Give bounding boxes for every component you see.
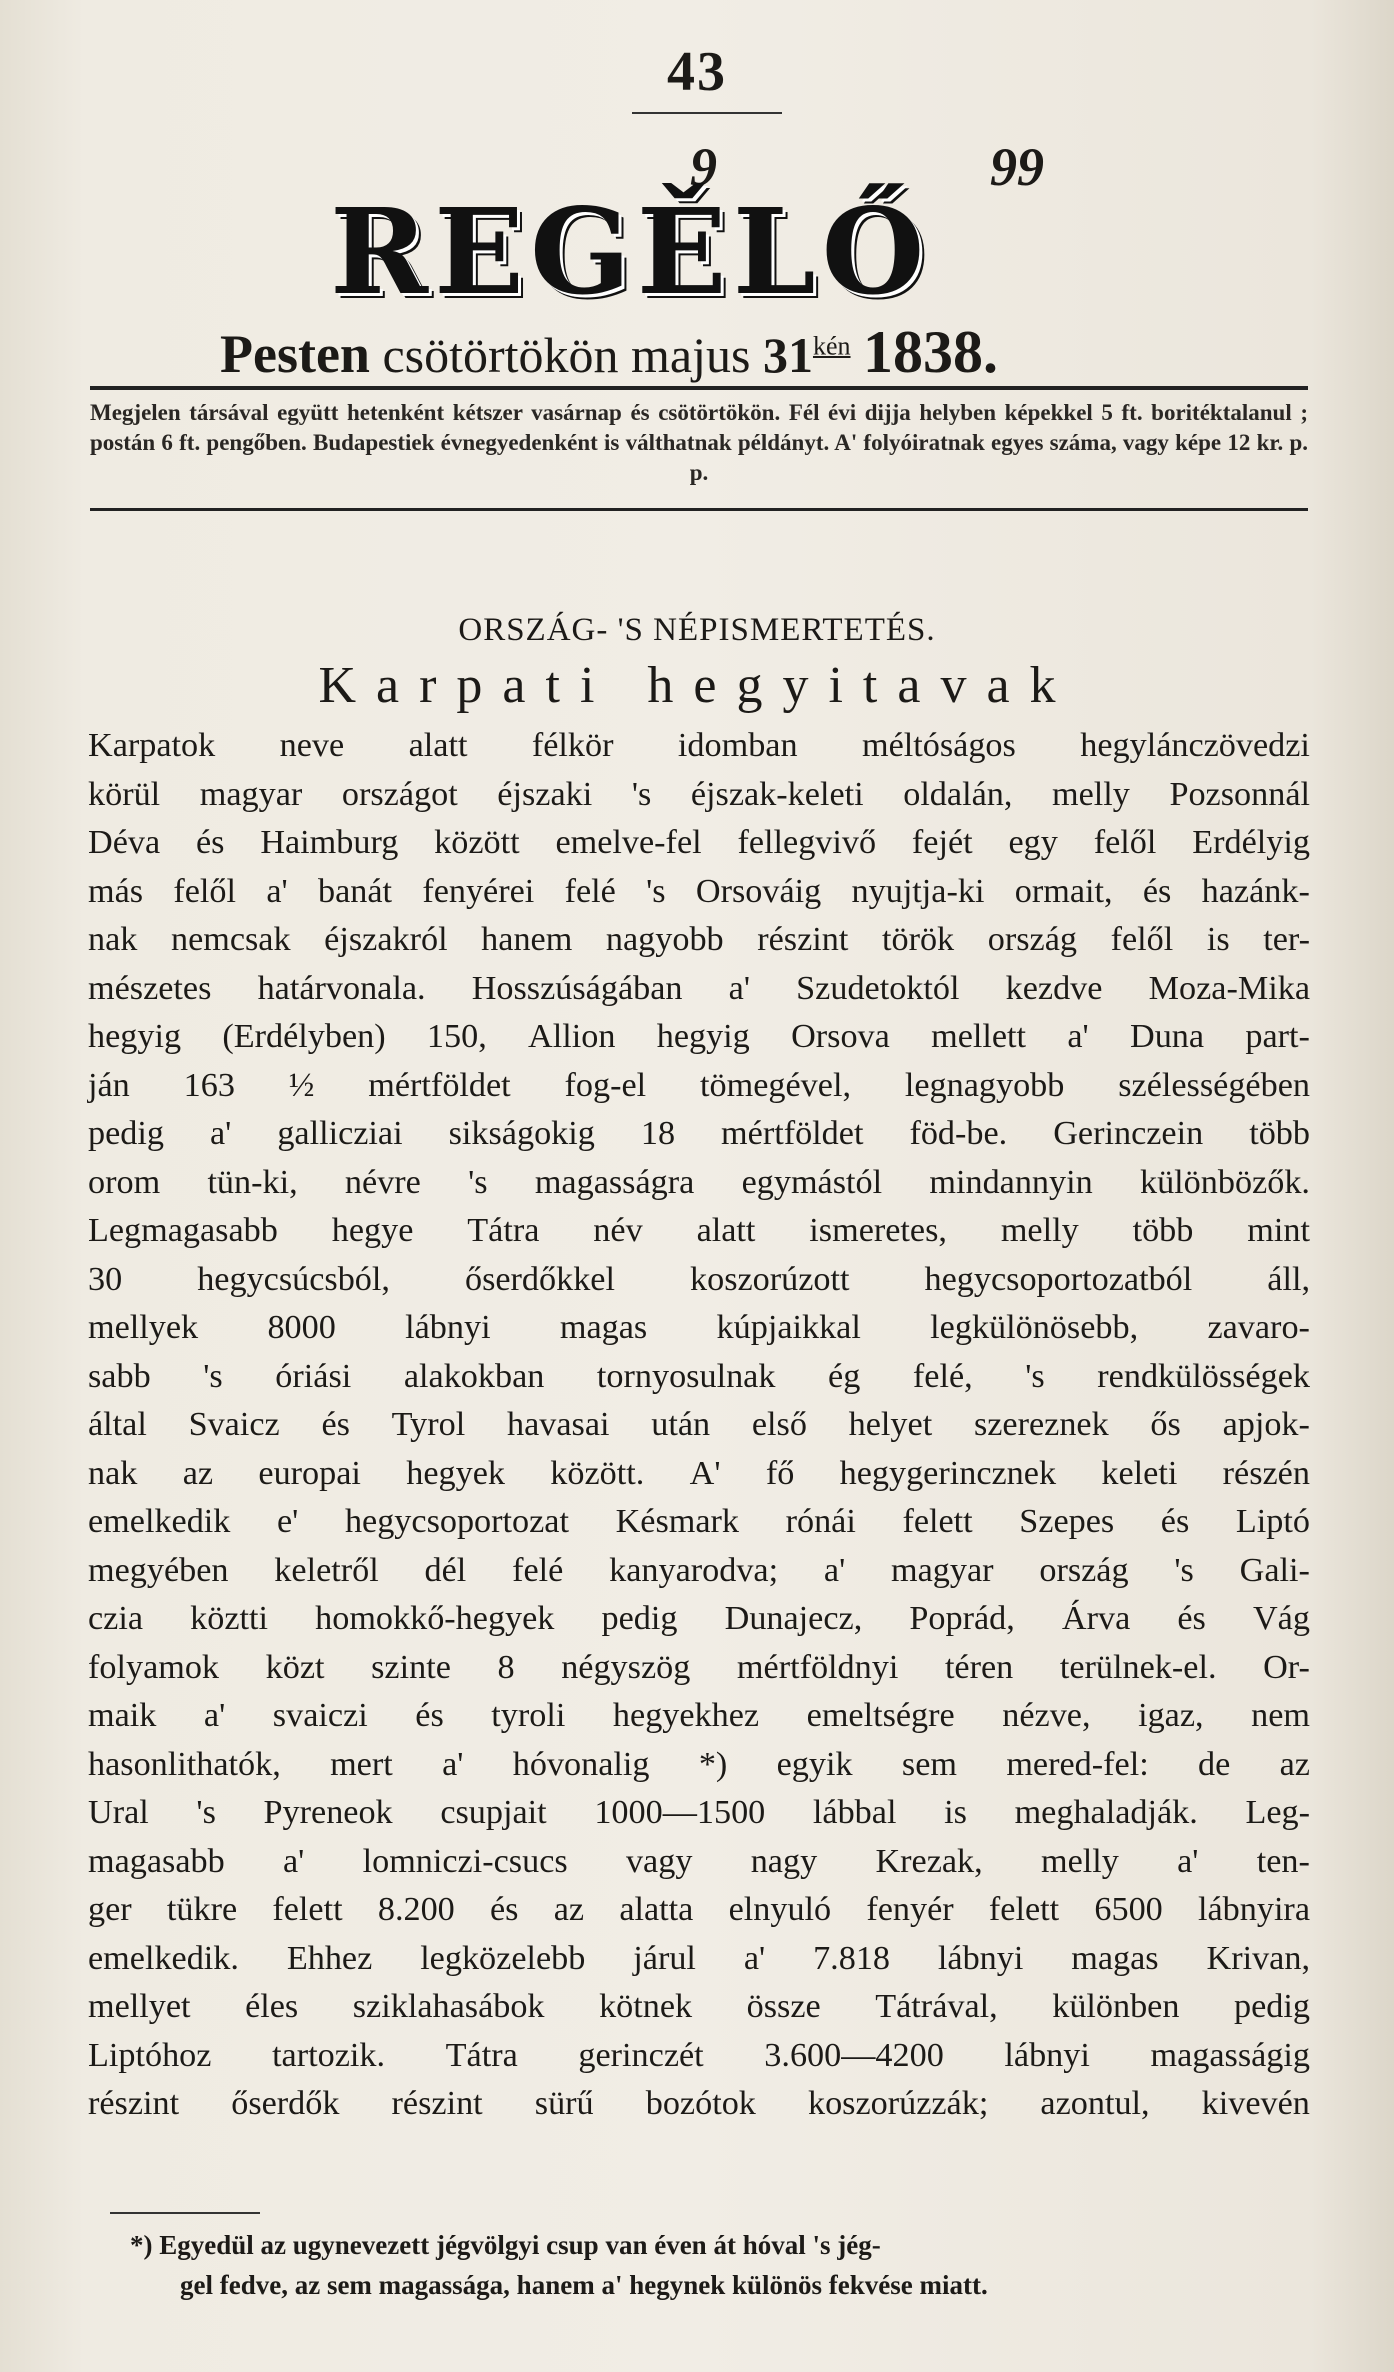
page-number: 43 (667, 41, 727, 103)
body-line: orom tün-ki, névre 's magasságra egymástól mindannyin különbözők. (88, 1163, 1310, 1201)
body-line: 30 hegycsúcsból, őserdőkkel koszorúzott hegycsoportozatból áll, (88, 1260, 1310, 1298)
body-line: ger tükre felett 8.200 és az alatta elnyuló fenyér felett 6500 lábnyira (88, 1891, 1310, 1928)
section-title: ORSZÁG- 'S NÉPISMERTETÉS. (458, 612, 936, 648)
masthead-digit-left: 9 (690, 137, 717, 197)
body-line: megyében keletről dél felé kanyarodva; a' magyar ország 's Gali- (88, 1551, 1310, 1589)
dateline (220, 318, 1320, 387)
body-line: más felől a' banát fenyérei felé 's Orsováig nyujtja-ki ormait, és hazánk- (88, 872, 1310, 910)
body-line: által Svaicz és Tyrol havasai után első helyet szereznek ős apjok- (88, 1406, 1310, 1443)
body-line: mészetes határvonala. Hosszúságában a' Szudetoktól kezdve Moza-Mika (88, 969, 1310, 1007)
body-line: nak az europai hegyek között. A' fő hegygerincznek keleti részén (88, 1454, 1310, 1492)
body-line: Legmagasabb hegye Tátra név alatt ismeretes, melly több mint (88, 1212, 1310, 1249)
dateline-suffix: kén (812, 331, 851, 361)
body-line: magasabb a' lomniczi-csucs vagy nagy Krezak, melly a' ten- (88, 1842, 1310, 1880)
masthead-rule (90, 386, 1308, 390)
body-line: nak nemcsak éjszakról hanem nagyobb részint török ország felől is ter- (88, 921, 1310, 958)
body-line: maik a' svaiczi és tyroli hegyekhez emeltségre nézve, igaz, nem (88, 1697, 1310, 1734)
footnote (90, 2225, 1312, 2305)
dateline-year: 1838. (863, 319, 999, 385)
body-line: folyamok közt szinte 8 négyszög mértföldnyi téren terülnek-el. Or- (88, 1648, 1310, 1686)
body-line: részint őserdők részint sürű bozótok koszorúzzák; azontul, kivevén (88, 2085, 1310, 2122)
body-line: Liptóhoz tartozik. Tátra gerinczét 3.600—4200 lábnyi magasságig (88, 2036, 1310, 2074)
dateline-day: 31 (762, 327, 813, 383)
footnote-rule (110, 2212, 260, 2214)
page-number-rule (632, 112, 782, 114)
masthead (300, 137, 1080, 321)
subscription-notice: Megjelen társával együtt hetenként kétszer vasárnap és csötörtökön. Fél évi dijja helyben képekkel 5 ft. boritéktalanul ; postán 6 ft. pengőben. Budapestiek évnegyedenként is válthatnak példányt. A' folyóiratnak egyes száma, vagy képe 12 kr. p. p. (90, 400, 1308, 485)
body-line: emelkedik e' hegycsoportozat Késmark rónái felett Szepes és Liptó (88, 1503, 1310, 1540)
masthead-digit-right: 99 (990, 137, 1044, 197)
notice-rule (90, 508, 1308, 511)
footnote-line-1: *) Egyedül az ugynevezett jégvölgyi csup van éven át hóval 's jég- (130, 2230, 881, 2260)
body-line: hasonlithatók, mert a' hóvonalig *) egyik sem mered-fel: de az (88, 1745, 1310, 1783)
body-line: Déva és Haimburg között emelve-fel fellegvivő fejét egy felől Erdélyig (88, 824, 1310, 861)
body-line: mellyek 8000 lábnyi magas kúpjaikkal legkülönösebb, zavaro- (88, 1309, 1310, 1346)
footnote-line-2: gel fedve, az sem magassága, hanem a' hegynek különös fekvése miatt. (180, 2270, 988, 2300)
body-line: emelkedik. Ehhez legközelebb járul a' 7.818 lábnyi magas Krivan, (88, 1939, 1310, 1977)
body-line: Karpatok neve alatt félkör idomban méltóságos hegylánczövedzi (88, 727, 1310, 764)
dateline-text: csötörtökön majus (382, 327, 751, 383)
body-line: körül magyar országot éjszaki 's éjszak-keleti oldalán, melly Pozsonnál (88, 775, 1310, 813)
body-line: czia köztti homokkő-hegyek pedig Dunajecz, Poprád, Árva és Vág (88, 1600, 1310, 1637)
article-title: Karpati hegyitavak (318, 657, 1076, 714)
masthead-title: REGĚLŐ (330, 182, 931, 321)
article-body (88, 722, 1310, 2129)
body-line: pedig a' gallicziai sikságokig 18 mértföldet föd-be. Gerinczein több (88, 1115, 1310, 1152)
body-line: ján 163 ½ mértföldet fog-el tömegével, legnagyobb szélességében (88, 1066, 1310, 1104)
body-line: mellyet éles sziklahasábok kötnek össze Tátrával, különben pedig (88, 1988, 1310, 2025)
dateline-place: Pesten (220, 324, 370, 384)
body-line: Ural 's Pyreneok csupjait 1000—1500 lábbal is meghaladják. Leg- (88, 1794, 1310, 1831)
body-line: hegyig (Erdélyben) 150, Allion hegyig Orsova mellett a' Duna part- (88, 1018, 1310, 1055)
body-line: sabb 's óriási alakokban tornyosulnak ég felé, 's rendkülösségek (88, 1357, 1310, 1395)
